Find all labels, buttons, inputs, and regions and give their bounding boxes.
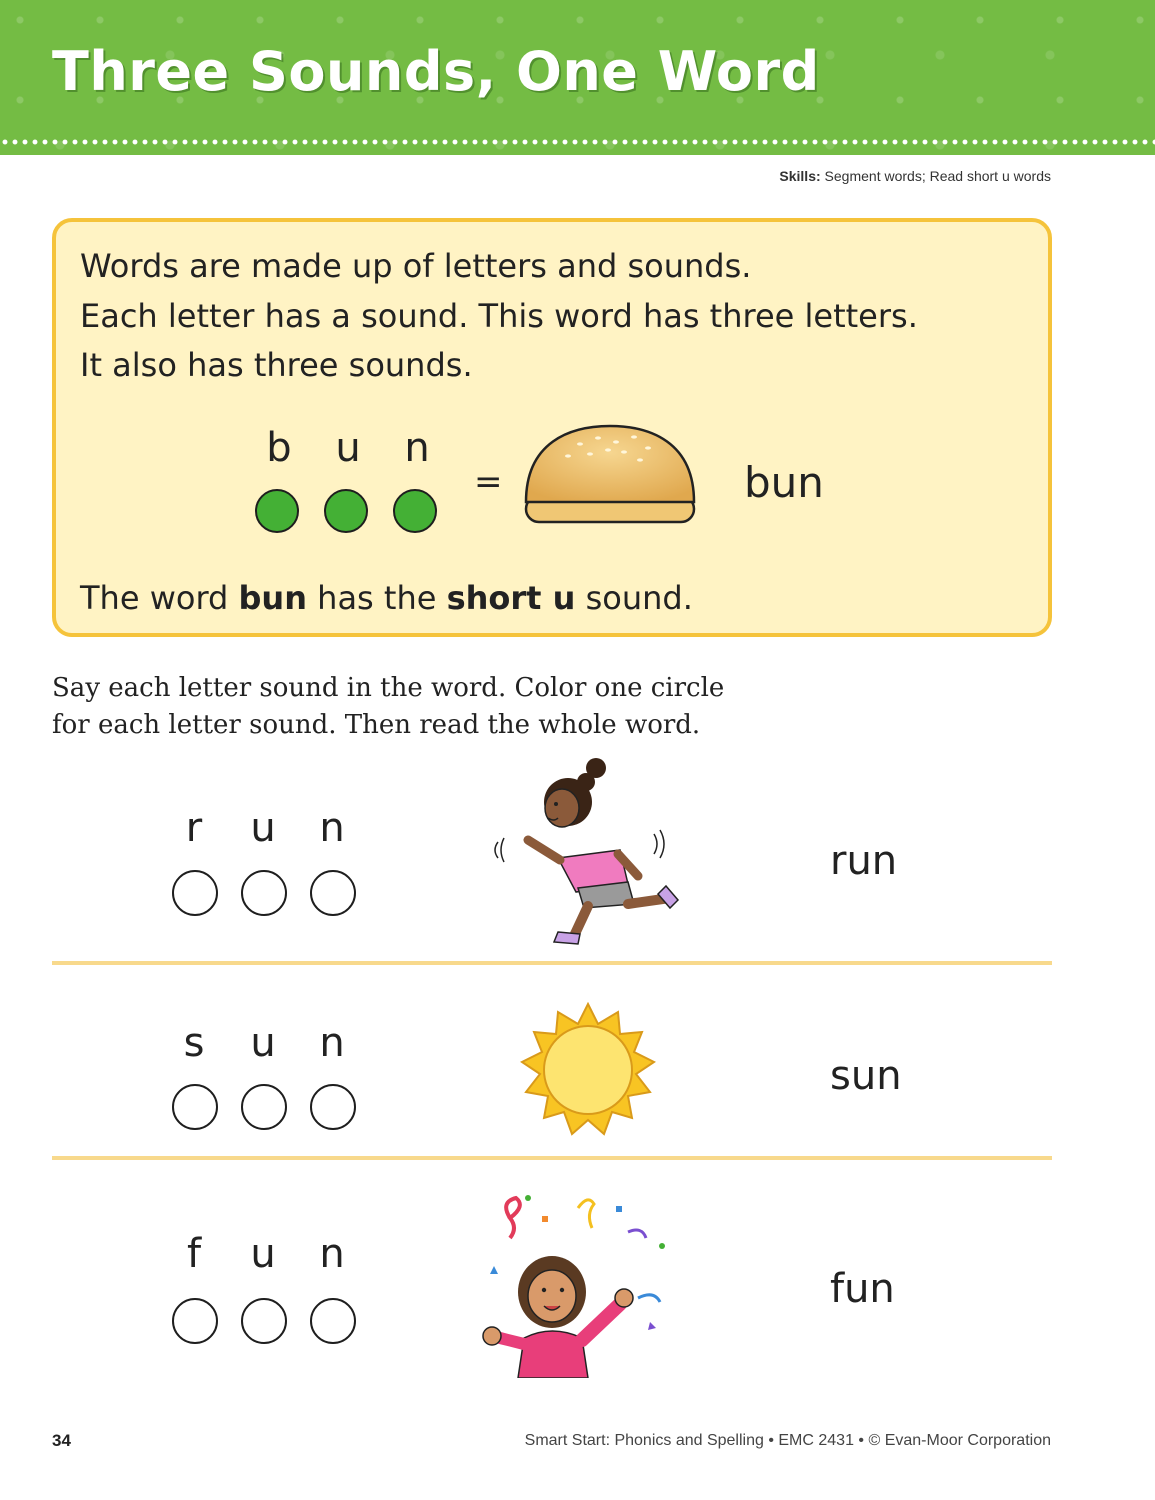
- word-fun: fun: [830, 1266, 895, 1312]
- sound-circle[interactable]: [172, 1084, 218, 1130]
- sun-icon: [518, 1002, 658, 1142]
- info-line-3: It also has three sounds.: [80, 346, 473, 384]
- summary-line: [80, 579, 693, 617]
- summary-text-2: has the: [306, 579, 447, 617]
- letter-n: n: [319, 805, 345, 851]
- celebrating-girl-confetti-icon: [478, 1188, 678, 1378]
- exercise-row-run: [52, 758, 1052, 968]
- filled-circle: [393, 489, 437, 533]
- dotted-border: [0, 139, 1155, 145]
- instructions: [52, 670, 724, 744]
- example-letter-b: b: [266, 425, 292, 471]
- sound-circle[interactable]: [310, 870, 356, 916]
- summary-text-1: The word: [80, 579, 239, 617]
- instruction-line-2: for each letter sound. Then read the whole word.: [52, 710, 701, 740]
- row-divider: [52, 1156, 1052, 1160]
- info-line-1: Words are made up of letters and sounds.: [80, 247, 752, 285]
- example-word: bun: [744, 458, 824, 507]
- sound-circle[interactable]: [310, 1084, 356, 1130]
- exercise-row-fun: [52, 1188, 1052, 1398]
- explanation-box: [52, 218, 1052, 637]
- summary-bold-word: bun: [238, 579, 307, 617]
- sound-circle[interactable]: [310, 1298, 356, 1344]
- example-letter-n: n: [404, 425, 430, 471]
- letter-n: n: [319, 1020, 345, 1066]
- sound-circle[interactable]: [241, 1298, 287, 1344]
- footer-credit: Smart Start: Phonics and Spelling • EMC 2431 • © Evan-Moor Corporation: [524, 1432, 1051, 1449]
- sound-circle[interactable]: [241, 870, 287, 916]
- letter-u: u: [250, 1020, 276, 1066]
- page-title: Three Sounds, One Word: [52, 40, 820, 103]
- skills-line: [779, 168, 1051, 184]
- instruction-line-1: Say each letter sound in the word. Color one circle: [52, 673, 725, 703]
- title-banner: [0, 0, 1155, 155]
- filled-circle: [255, 489, 299, 533]
- filled-circle: [324, 489, 368, 533]
- sound-circle[interactable]: [172, 1298, 218, 1344]
- letter-f: f: [186, 1231, 202, 1277]
- equals-sign: =: [474, 462, 503, 502]
- row-divider: [52, 961, 1052, 965]
- summary-bold-sound: short u: [446, 579, 576, 617]
- skills-text: Segment words; Read short u words: [820, 168, 1051, 184]
- sound-circle[interactable]: [241, 1084, 287, 1130]
- letter-u: u: [250, 1231, 276, 1277]
- info-line-2: Each letter has a sound. This word has three letters.: [80, 297, 918, 335]
- example-letter-u: u: [335, 425, 361, 471]
- letter-s: s: [183, 1020, 205, 1066]
- hamburger-bun-icon: [520, 422, 700, 530]
- skills-label: Skills:: [779, 168, 821, 184]
- running-girl-icon: [488, 758, 688, 948]
- word-run: run: [830, 838, 898, 884]
- page-number: 34: [52, 1431, 71, 1450]
- summary-text-3: sound.: [575, 579, 693, 617]
- letter-n: n: [319, 1231, 345, 1277]
- sound-circle[interactable]: [172, 870, 218, 916]
- word-sun: sun: [830, 1053, 902, 1099]
- exercise-row-sun: [52, 975, 1052, 1185]
- letter-r: r: [185, 805, 203, 851]
- letter-u: u: [250, 805, 276, 851]
